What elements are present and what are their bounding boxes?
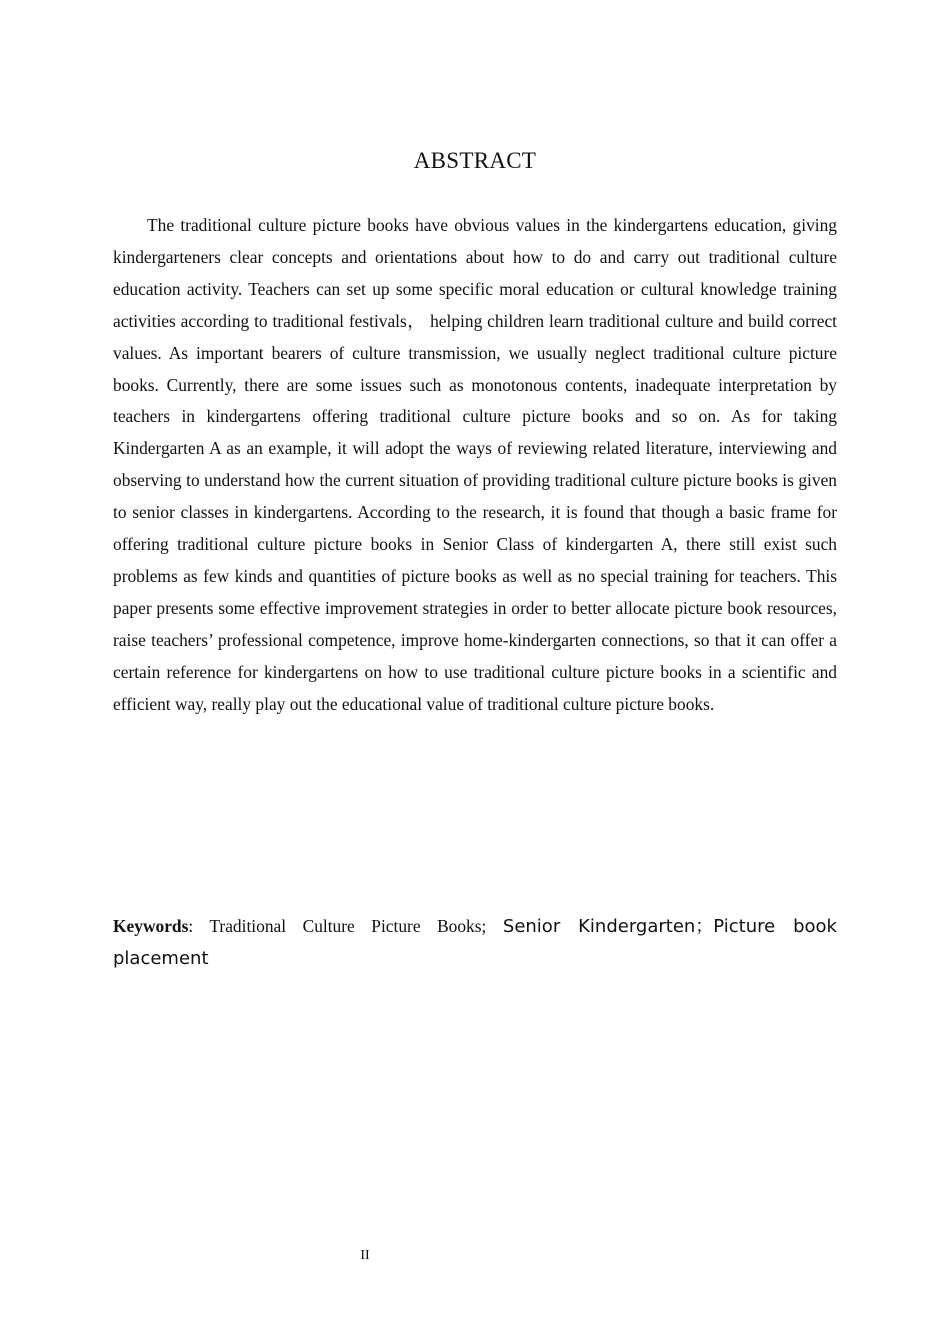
- page-number: II: [360, 1248, 370, 1263]
- abstract-body: The traditional culture picture books have obvious values in the kindergartens education, giving kindergarteners clear concepts and orientations about how to do and carry out traditional culture education activity. Teachers can set up some specific moral education or cultural knowledge training activities according to traditional festivals， helping children learn traditional culture and build correct values. As important bearers of culture transmission, we usually neglect traditional culture picture books. Currently, there are some issues such as monotonous contents, inadequate interpretation by teachers in kindergartens offering traditional culture picture books and so on. As for taking Kindergarten A as an example, it will adopt the ways of reviewing related literature, interviewing and observing to understand how the current situation of providing traditional culture picture books is given to senior classes in kindergartens. According to the research, it is found that though a basic frame for offering traditional culture picture books in Senior Class of kindergarten A, there still exist such problems as few kinds and quantities of picture books as well as no special training for teachers. This paper presents some effective improvement strategies in order to better allocate picture book resources, raise teachers’ professional competence, improve home-kindergarten connections, so that it can offer a certain reference for kindergartens on how to use traditional culture picture books in a scientific and efficient way, really play out the educational value of traditional culture picture books.: [113, 215, 837, 714]
- keywords-label: Keywords: [113, 916, 189, 936]
- keywords-separator: :: [188, 916, 194, 936]
- abstract-title: ABSTRACT: [413, 148, 537, 173]
- keywords-line: [113, 911, 837, 975]
- keywords-list-sans: Senior Kindergarten；Picture book placement: [113, 916, 837, 969]
- keywords-list-serif: Traditional Culture Picture Books;: [193, 916, 503, 936]
